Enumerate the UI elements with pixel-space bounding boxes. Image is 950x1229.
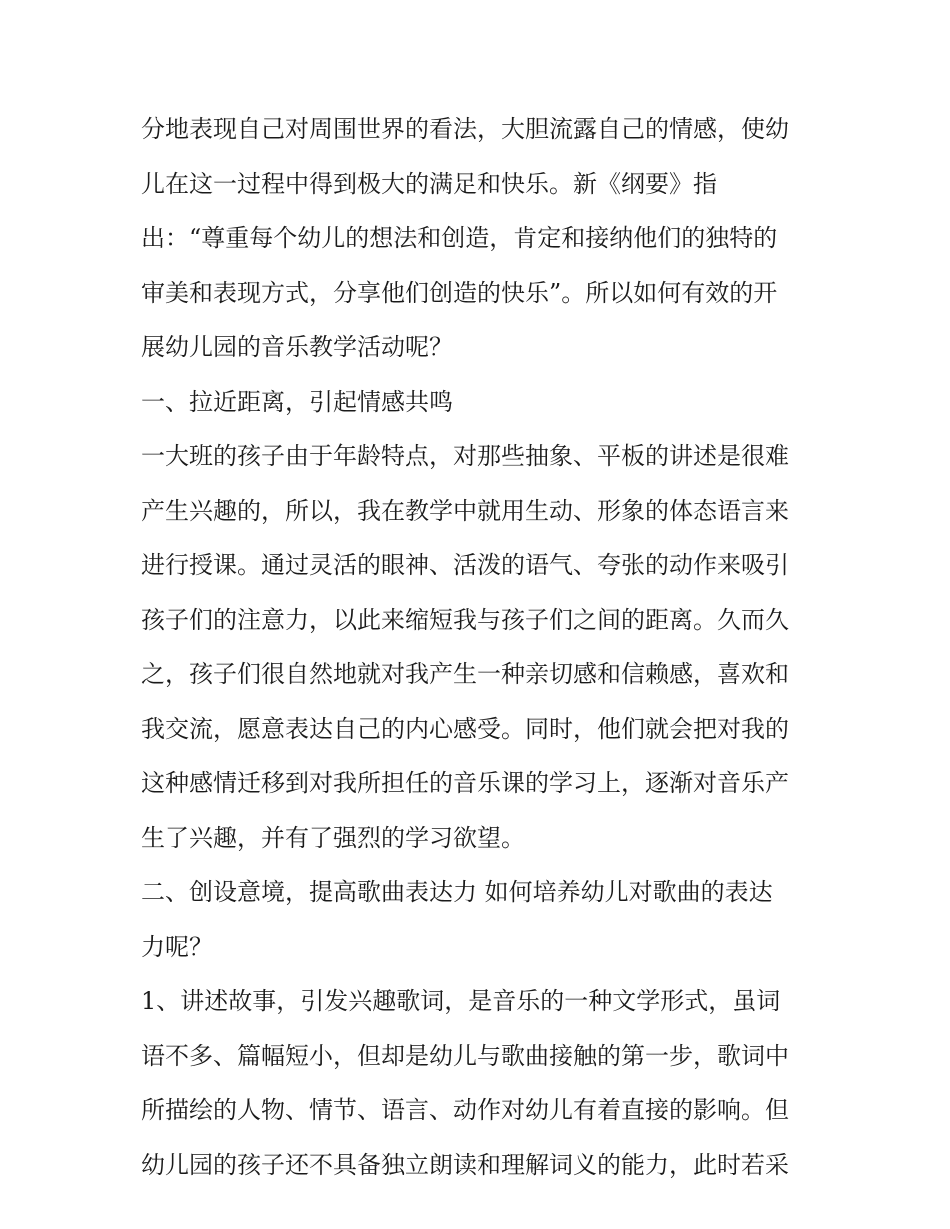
text-line: 之，孩子们很自然地就对我产生一种亲切感和信赖感，喜欢和 — [141, 660, 789, 688]
text-line: 孩子们的注意力，以此来缩短我与孩子们之间的距离。久而久 — [141, 605, 789, 634]
document-body — [141, 107, 821, 1197]
text-line: 产生兴趣的，所以，我在教学中就用生动、形象的体态语言来 — [141, 496, 789, 525]
text-line: 儿在这一过程中得到极大的满足和快乐。新《纲要》指 — [141, 169, 717, 198]
text-line: 语不多、篇幅短小，但却是幼儿与歌曲接触的第一步，歌词中 — [141, 1041, 789, 1070]
text-line: 这种感情迁移到对我所担任的音乐课的学习上，逐渐对音乐产 — [141, 769, 789, 797]
text-line: 一大班的孩子由于年龄特点，对那些抽象、平板的讲述是很难 — [141, 442, 789, 470]
text-line: 出：“尊重每个幼儿的想法和创造，肯定和接纳他们的独特的 — [141, 224, 778, 252]
text-line: 1、讲述故事，引发兴趣歌词，是音乐的一种文学形式，虽词 — [141, 987, 781, 1015]
text-line: 生了兴趣，并有了强烈的学习欲望。 — [141, 823, 525, 852]
text-line: 展幼儿园的音乐教学活动呢？ — [141, 333, 453, 361]
text-line: 力呢？ — [141, 932, 213, 961]
text-line: 我交流，愿意表达自己的内心感受。同时，他们就会把对我的 — [141, 714, 789, 743]
text-line: 幼儿园的孩子还不具备独立朗读和理解词义的能力，此时若采 — [141, 1150, 789, 1179]
section-heading: 二、创设意境，提高歌曲表达力 如何培养幼儿对歌曲的表达 — [141, 878, 773, 906]
section-heading: 一、拉近距离，引起情感共鸣 — [141, 387, 453, 416]
text-line: 分地表现自己对周围世界的看法，大胆流露自己的情感，使幼 — [141, 115, 789, 143]
text-line: 审美和表现方式，分享他们创造的快乐”。所以如何有效的开 — [141, 278, 778, 307]
text-line: 所描绘的人物、情节、语言、动作对幼儿有着直接的影响。但 — [141, 1096, 789, 1124]
text-line: 进行授课。通过灵活的眼神、活泼的语气、夸张的动作来吸引 — [141, 551, 789, 579]
